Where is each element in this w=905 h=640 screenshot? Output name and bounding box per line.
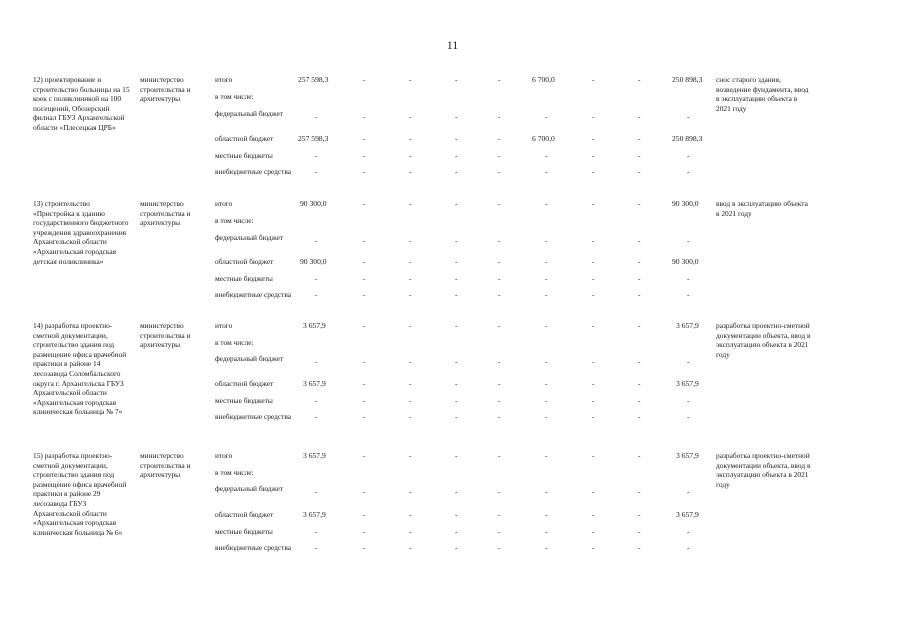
year-value: - <box>638 487 641 496</box>
table-row <box>0 412 905 422</box>
item-description: 15) разработка проектно-сметной документации, строительство здания под размещение офиса врачебной практики в районе 29 лесозавода ГБУЗ Архангельской области «Архангельская городская клиническая больница № 6» <box>33 451 127 537</box>
item-executor: министерство строительства и архитектуры <box>140 451 191 480</box>
table-row <box>0 233 905 243</box>
year-value: - <box>363 543 366 552</box>
total-value: - <box>315 543 318 552</box>
year-value: - <box>363 236 366 245</box>
funding-source: областной бюджет <box>215 510 274 519</box>
item-expected-result: ввод в эксплуатацию объекта в 2021 году <box>716 199 808 218</box>
year-value: - <box>409 199 412 208</box>
year-value: - <box>455 274 458 283</box>
total-value: - <box>315 151 318 160</box>
funding-source: местные бюджеты <box>215 274 273 283</box>
year-value: - <box>592 412 595 421</box>
funding-source: федеральный бюджет <box>215 109 284 118</box>
funding-source: итого <box>215 451 233 460</box>
funding-source: внебюджетные средства <box>215 290 292 299</box>
year-value: - <box>592 75 595 84</box>
table-row <box>0 510 905 520</box>
year-value: 3 657,9 <box>676 510 699 519</box>
item-expected-result: разработка проектно-сметной документации объекта, ввод в эксплуатацию объекта в 2021 году <box>716 451 811 489</box>
year-value: 3 657,9 <box>676 321 699 330</box>
total-value: 257 598,3 <box>298 134 329 143</box>
year-value: - <box>545 151 548 160</box>
year-value: - <box>592 510 595 519</box>
year-value: - <box>498 199 501 208</box>
total-value: - <box>315 167 318 176</box>
year-value: - <box>363 379 366 388</box>
year-value: 3 657,9 <box>676 379 699 388</box>
year-value: - <box>409 134 412 143</box>
funding-source: федеральный бюджет <box>215 354 284 363</box>
total-value: 3 657,9 <box>303 451 326 460</box>
table-row <box>0 527 905 537</box>
year-value: - <box>545 379 548 388</box>
year-value: - <box>455 451 458 460</box>
year-value: - <box>638 451 641 460</box>
year-value: - <box>545 321 548 330</box>
funding-source: областной бюджет <box>215 379 274 388</box>
year-value: - <box>409 543 412 552</box>
year-value: - <box>545 112 548 121</box>
total-value: - <box>315 357 318 366</box>
year-value: - <box>687 167 690 176</box>
table-row <box>0 151 905 161</box>
total-value: - <box>315 527 318 536</box>
funding-source: областной бюджет <box>215 134 274 143</box>
year-value: - <box>545 274 548 283</box>
year-value: - <box>409 412 412 421</box>
item-description: 12) проектирование и строительство больницы на 15 коек с поликлиникой на 100 посещений, Обозерский филиал ГБУЗ Архангельской области «Плесецкая ЦРБ» <box>33 75 130 132</box>
year-value: - <box>498 543 501 552</box>
year-value: - <box>409 151 412 160</box>
year-value: - <box>638 199 641 208</box>
year-value: - <box>498 134 501 143</box>
funding-source: областной бюджет <box>215 257 274 266</box>
year-value: - <box>498 451 501 460</box>
year-value: - <box>592 290 595 299</box>
table-row <box>0 484 905 494</box>
year-value: - <box>409 112 412 121</box>
total-value: - <box>315 487 318 496</box>
year-value: - <box>498 167 501 176</box>
year-value: 250 898,3 <box>672 134 703 143</box>
year-value: - <box>687 412 690 421</box>
year-value: - <box>592 451 595 460</box>
table-row <box>0 379 905 389</box>
year-value: - <box>455 412 458 421</box>
year-value: - <box>498 357 501 366</box>
year-value: - <box>363 451 366 460</box>
year-value: - <box>455 134 458 143</box>
table-row <box>0 396 905 406</box>
year-value: - <box>592 274 595 283</box>
total-value: - <box>315 412 318 421</box>
year-value: - <box>592 543 595 552</box>
year-value: - <box>455 527 458 536</box>
year-value: - <box>455 167 458 176</box>
page-number: 11 <box>446 38 459 52</box>
year-value: - <box>455 199 458 208</box>
year-value: - <box>455 357 458 366</box>
year-value: - <box>363 396 366 405</box>
year-value: - <box>409 379 412 388</box>
year-value: - <box>409 257 412 266</box>
total-value: - <box>315 290 318 299</box>
funding-source: внебюджетные средства <box>215 412 292 421</box>
year-value: - <box>545 412 548 421</box>
year-value: 90 300,0 <box>672 199 699 208</box>
total-value: - <box>315 396 318 405</box>
year-value: - <box>455 510 458 519</box>
table-row <box>0 338 905 348</box>
table-row <box>0 75 905 85</box>
year-value: - <box>545 236 548 245</box>
year-value: - <box>545 451 548 460</box>
year-value: - <box>638 167 641 176</box>
year-value: - <box>687 527 690 536</box>
year-value: - <box>409 357 412 366</box>
year-value: - <box>545 357 548 366</box>
year-value: - <box>592 396 595 405</box>
year-value: - <box>498 396 501 405</box>
year-value: - <box>687 357 690 366</box>
year-value: - <box>455 290 458 299</box>
total-value: 90 300,0 <box>300 199 327 208</box>
year-value: - <box>363 112 366 121</box>
table-row <box>0 451 905 461</box>
year-value: - <box>409 396 412 405</box>
year-value: - <box>592 134 595 143</box>
year-value: - <box>638 290 641 299</box>
year-value: - <box>638 112 641 121</box>
year-value: - <box>498 487 501 496</box>
year-value: - <box>545 543 548 552</box>
total-value: 257 598,3 <box>298 75 329 84</box>
year-value: - <box>363 321 366 330</box>
year-value: - <box>638 543 641 552</box>
year-value: - <box>498 510 501 519</box>
total-value: 3 657,9 <box>303 379 326 388</box>
funding-source: в том числе: <box>215 92 254 101</box>
year-value: - <box>687 290 690 299</box>
table-row <box>0 274 905 284</box>
year-value: - <box>363 151 366 160</box>
year-value: - <box>638 151 641 160</box>
item-expected-result: снос старого здания, возведение фундамента, ввод в эксплуатацию объекта в 2021 году <box>716 75 809 113</box>
year-value: - <box>687 274 690 283</box>
year-value: - <box>363 487 366 496</box>
year-value: - <box>592 527 595 536</box>
year-value: - <box>363 527 366 536</box>
table-row <box>0 216 905 226</box>
year-value: - <box>455 75 458 84</box>
year-value: - <box>455 236 458 245</box>
funding-source: федеральный бюджет <box>215 233 284 242</box>
year-value: - <box>592 487 595 496</box>
year-value: - <box>638 236 641 245</box>
total-value: - <box>315 112 318 121</box>
year-value: - <box>545 290 548 299</box>
year-value: - <box>498 75 501 84</box>
item-executor: министерство строительства и архитектуры <box>140 321 191 350</box>
year-value: - <box>455 321 458 330</box>
year-value: - <box>409 274 412 283</box>
year-value: - <box>409 321 412 330</box>
year-value: 6 700,0 <box>532 75 555 84</box>
funding-source: итого <box>215 321 233 330</box>
total-value: 3 657,9 <box>303 510 326 519</box>
year-value: - <box>545 167 548 176</box>
item-description: 13) строительство «Пристройка к зданию государственного бюджетного учреждения здравоохранения Архангельской области «Архангельская городская детская поликлиника» <box>33 199 129 266</box>
year-value: - <box>409 510 412 519</box>
year-value: - <box>363 510 366 519</box>
table-row <box>0 257 905 267</box>
year-value: - <box>687 151 690 160</box>
year-value: - <box>638 510 641 519</box>
year-value: - <box>592 236 595 245</box>
year-value: - <box>498 236 501 245</box>
funding-source: в том числе: <box>215 338 254 347</box>
year-value: - <box>687 487 690 496</box>
year-value: - <box>363 134 366 143</box>
year-value: 250 898,3 <box>672 75 703 84</box>
year-value: - <box>363 274 366 283</box>
funding-source: местные бюджеты <box>215 151 273 160</box>
year-value: - <box>545 257 548 266</box>
year-value: - <box>687 236 690 245</box>
funding-source: внебюджетные средства <box>215 543 292 552</box>
year-value: 3 657,9 <box>676 451 699 460</box>
year-value: - <box>592 151 595 160</box>
year-value: - <box>455 396 458 405</box>
item-executor: министерство строительства и архитектуры <box>140 199 191 228</box>
year-value: - <box>545 527 548 536</box>
year-value: - <box>363 412 366 421</box>
year-value: - <box>638 274 641 283</box>
year-value: - <box>455 151 458 160</box>
funding-source: местные бюджеты <box>215 527 273 536</box>
table-row <box>0 290 905 300</box>
year-value: - <box>498 379 501 388</box>
funding-source: в том числе: <box>215 216 254 225</box>
funding-source: федеральный бюджет <box>215 484 284 493</box>
total-value: - <box>315 274 318 283</box>
year-value: - <box>455 112 458 121</box>
year-value: - <box>638 321 641 330</box>
year-value: - <box>638 134 641 143</box>
table-row <box>0 109 905 119</box>
year-value: 90 300,0 <box>672 257 699 266</box>
year-value: - <box>409 75 412 84</box>
item-description: 14) разработка проектно-сметной документации, строительство здания под размещение офиса врачебной практики в районе 14 лесозавода Соломбальского округа г. Архангельска ГБУЗ Архангельской области «Архангельская городская клиническая больница № 7» <box>33 321 127 417</box>
year-value: - <box>498 527 501 536</box>
year-value: - <box>498 112 501 121</box>
table-row <box>0 468 905 478</box>
year-value: - <box>409 236 412 245</box>
year-value: - <box>638 75 641 84</box>
year-value: - <box>687 112 690 121</box>
funding-source: в том числе: <box>215 468 254 477</box>
year-value: - <box>455 257 458 266</box>
year-value: - <box>363 199 366 208</box>
table-row <box>0 354 905 364</box>
year-value: - <box>592 321 595 330</box>
total-value: - <box>315 236 318 245</box>
year-value: - <box>545 510 548 519</box>
year-value: - <box>638 396 641 405</box>
year-value: - <box>638 379 641 388</box>
year-value: - <box>592 379 595 388</box>
year-value: - <box>363 290 366 299</box>
year-value: - <box>409 527 412 536</box>
year-value: 6 700,0 <box>532 134 555 143</box>
year-value: - <box>592 257 595 266</box>
table-row <box>0 199 905 209</box>
year-value: - <box>363 357 366 366</box>
table-row <box>0 92 905 102</box>
year-value: - <box>498 151 501 160</box>
year-value: - <box>409 487 412 496</box>
table-row <box>0 167 905 177</box>
funding-source: итого <box>215 75 233 84</box>
year-value: - <box>498 274 501 283</box>
table-row <box>0 134 905 144</box>
table-row <box>0 321 905 331</box>
year-value: - <box>687 396 690 405</box>
year-value: - <box>363 257 366 266</box>
year-value: - <box>638 527 641 536</box>
funding-source: внебюджетные средства <box>215 167 292 176</box>
funding-source: местные бюджеты <box>215 396 273 405</box>
year-value: - <box>592 357 595 366</box>
year-value: - <box>545 396 548 405</box>
year-value: - <box>592 199 595 208</box>
year-value: - <box>687 543 690 552</box>
year-value: - <box>592 112 595 121</box>
year-value: - <box>363 75 366 84</box>
year-value: - <box>638 257 641 266</box>
total-value: 90 300,0 <box>300 257 327 266</box>
year-value: - <box>498 412 501 421</box>
year-value: - <box>592 167 595 176</box>
year-value: - <box>498 321 501 330</box>
year-value: - <box>638 357 641 366</box>
year-value: - <box>409 290 412 299</box>
item-executor: министерство строительства и архитектуры <box>140 75 191 104</box>
table-row <box>0 543 905 553</box>
year-value: - <box>363 167 366 176</box>
year-value: - <box>638 412 641 421</box>
total-value: 3 657,9 <box>303 321 326 330</box>
year-value: - <box>545 199 548 208</box>
year-value: - <box>455 487 458 496</box>
funding-source: итого <box>215 199 233 208</box>
year-value: - <box>455 379 458 388</box>
year-value: - <box>409 451 412 460</box>
item-expected-result: разработка проектно-сметной документации объекта, ввод в эксплуатацию объекта в 2021 году <box>716 321 811 359</box>
year-value: - <box>498 257 501 266</box>
year-value: - <box>545 487 548 496</box>
year-value: - <box>498 290 501 299</box>
year-value: - <box>455 543 458 552</box>
year-value: - <box>409 167 412 176</box>
